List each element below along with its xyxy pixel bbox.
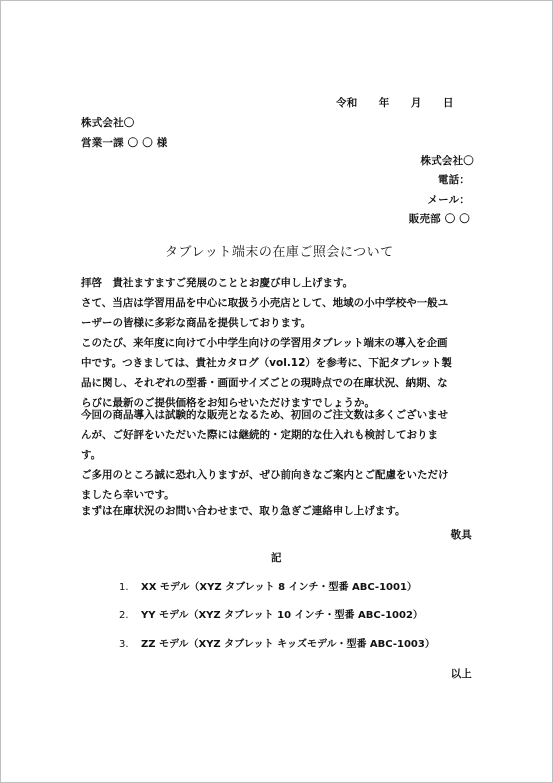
paragraph-line: ましたら幸いです。 <box>81 489 175 501</box>
paragraph-line: まずは在庫状況のお問い合わせまで、取り急ぎご連絡申し上げます。 <box>81 505 406 517</box>
sender-dept: 販売部 〇 〇 <box>408 213 470 225</box>
paragraph-greeting <box>81 273 477 333</box>
paragraph-line: 拝啓 貴社ますますご発展のこととお慶び申し上げます。 <box>81 277 354 289</box>
paragraph-line: ーザーの皆様に多彩な商品を提供しております。 <box>81 317 312 329</box>
list-item-text: ZZ モデル（XYZ タブレット キッズモデル・型番 ABC-1003） <box>141 639 435 650</box>
list-item-number: 3. <box>119 639 129 650</box>
recipient-company: 株式会社〇 <box>81 117 135 129</box>
document-title: タブレット端末の在庫ご照会について <box>165 245 394 260</box>
sender-phone: 電話： <box>437 174 470 186</box>
list-item-number: 1. <box>119 582 129 593</box>
sender-company: 株式会社〇 <box>420 155 474 167</box>
paragraph-closing <box>81 501 477 521</box>
paragraph-order-note <box>81 405 477 505</box>
closing-keigu: 敬具 <box>450 529 472 541</box>
paragraph-line: んが、ご好評をいただいた際には継続的・定期的な仕入れも検討しておりま <box>81 429 438 441</box>
paragraph-line: らびに最新のご提供価格をお知らせいただけますでしょうか。 <box>81 397 375 409</box>
list-item-number: 2. <box>119 610 129 621</box>
list-item <box>119 609 423 623</box>
list-item <box>119 581 417 595</box>
recipient-person: 営業一課 〇 〇 様 <box>81 137 168 149</box>
date-line: 令和 年 月 日 <box>336 97 454 109</box>
sender-mail: メール： <box>427 194 470 206</box>
list-item <box>119 638 435 652</box>
paragraph-line: ご多用のところ誠に恐れ入りますが、ぜひ前向きなご案内とご配慮をいただけ <box>81 469 449 481</box>
paragraph-line: す。 <box>81 449 102 461</box>
end-ijou: 以上 <box>450 668 472 680</box>
list-item-text: XX モデル（XYZ タブレット 8 インチ・型番 ABC-1001） <box>141 582 417 593</box>
list-item-text: YY モデル（XYZ タブレット 10 インチ・型番 ABC-1002） <box>141 610 423 621</box>
paragraph-line: 中です。つきましては、貴社カタログ（vol.12）を参考に、下記タブレット製 <box>81 357 452 369</box>
ki-heading: 記 <box>271 552 282 564</box>
paragraph-line: このたび、来年度に向けて小中学生向けの学習用タブレット端末の導入を企画 <box>81 337 448 349</box>
paragraph-line: 品に関し、それぞれの型番・画面サイズごとの現時点での在庫状況、納期、な <box>81 377 448 389</box>
paragraph-line: 今回の商品導入は試験的な販売となるため、初回のご注文数は多くございませ <box>81 409 449 421</box>
paragraph-request <box>81 333 477 413</box>
paragraph-line: さて、当店は学習用品を中心に取扱う小売店として、地域の小中学校や一般ユ <box>81 297 449 309</box>
